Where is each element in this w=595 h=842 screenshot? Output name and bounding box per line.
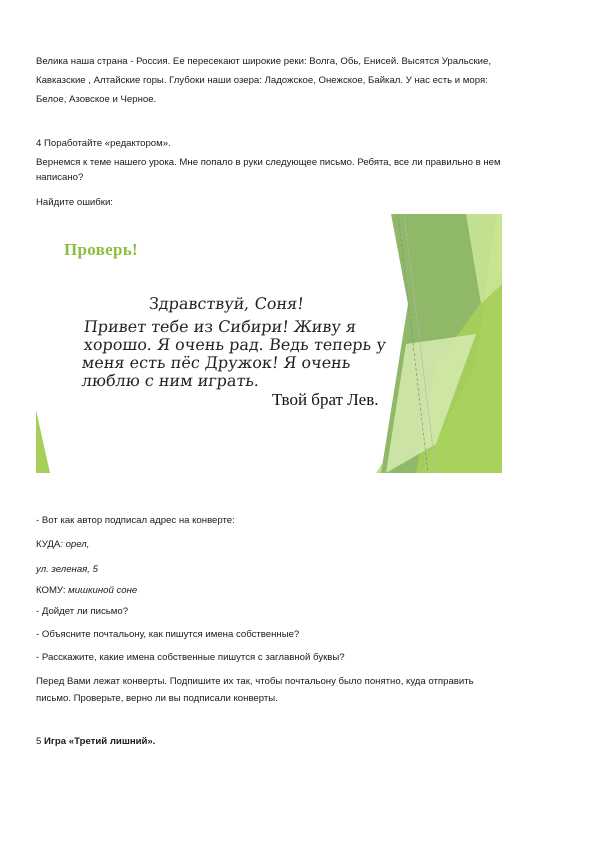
letter-line-1: Здравствуй, Соня! — [148, 294, 305, 313]
letter-line-2: Привет тебе из Сибири! Живу я — [83, 317, 358, 336]
envelope-to-label: КУДА — [36, 539, 61, 550]
task4-text-line-2: написано? — [36, 172, 84, 183]
question-1: - Дойдет ли письмо? — [36, 606, 129, 617]
task4-text-line-1: Вернемся к теме нашего урока. Мне попало в руки следующее письмо. Ребята, все ли правильно в нем — [36, 157, 501, 168]
task-text-line-2: письмо. Проверьте, верно ли вы подписали конверты. — [36, 693, 278, 704]
envelope-intro: - Вот как автор подписал адрес на конверте: — [36, 515, 235, 526]
envelope-to-value: : орел, — [60, 539, 90, 550]
slide-title: Проверь! — [64, 240, 138, 259]
letter-line-3: хорошо. Я очень рад. Ведь теперь у — [83, 335, 387, 354]
envelope-whom-label: КОМУ: — [36, 585, 66, 596]
task5-title: Игра «Третий лишний». — [44, 736, 156, 747]
envelope-whom-value: мишкиной соне — [65, 585, 138, 596]
letter-line-4: меня есть пёс Дружок! Я очень — [81, 353, 352, 372]
intro-line-1: Велика наша страна - Россия. Ее пересекают широкие реки: Волга, Обь, Енисей. Высятся Уральские, — [36, 56, 492, 67]
question-2: - Объясните почтальону, как пишутся имена собственные? — [36, 629, 300, 640]
task-text-line-1: Перед Вами лежат конверты. Подпишите их так, чтобы почтальону было понятно, куда отправить — [36, 676, 474, 687]
letter-slide — [36, 214, 502, 473]
task4-heading: 4 Поработайте «редактором». — [36, 138, 171, 149]
intro-line-3: Белое, Азовское и Черное. — [36, 94, 157, 105]
envelope-to — [36, 537, 561, 553]
task4-find-errors: Найдите ошибки: — [36, 197, 113, 208]
question-3: - Расскажите, какие имена собственные пишутся с заглавной буквы? — [36, 652, 345, 663]
task5-number: 5 — [36, 736, 42, 747]
slide-corner-shape — [36, 410, 50, 473]
letter-signature: Твой брат Лев. — [272, 390, 379, 409]
task5-heading — [36, 734, 561, 750]
envelope-street: ул. зеленая, 5 — [36, 564, 98, 575]
letter-line-5: люблю с ним играть. — [81, 371, 261, 390]
envelope-whom — [36, 583, 561, 599]
intro-line-2: Кавказские , Алтайские горы. Глубоки наши озера: Ладожское, Онежское, Байкал. У нас есть и моря: — [36, 75, 488, 86]
